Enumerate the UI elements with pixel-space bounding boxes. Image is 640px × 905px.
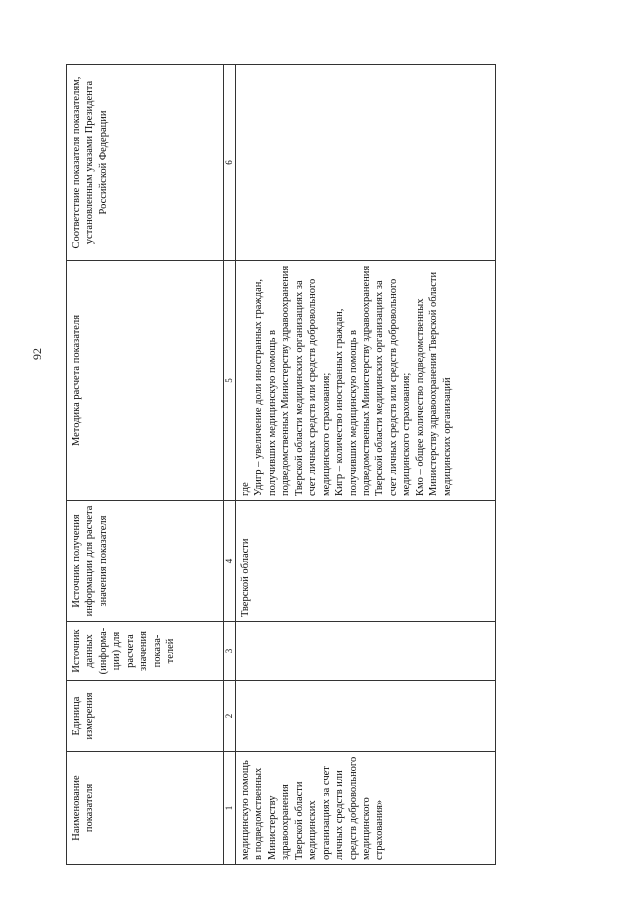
header-method: Методика расчета показателя — [67, 261, 224, 501]
header-name: Наименование показателя — [67, 752, 224, 865]
header-compliance: Соответствие показателя показателям, установленным указами Президента Российской Федерации — [67, 65, 224, 261]
page-number: 92 — [30, 348, 44, 360]
cell-method — [236, 261, 496, 501]
column-numbers-row — [224, 65, 236, 865]
rotated-page-content — [66, 65, 496, 865]
cell-info-source: Тверской области — [236, 501, 496, 622]
col-number-3: 3 — [224, 622, 236, 681]
col-number-2: 2 — [224, 681, 236, 752]
cell-unit — [236, 681, 496, 752]
method-line: Кмо – общее количество подведомственных Министерству здравоохранения Тверской области медицинских организаций — [414, 271, 453, 496]
table-header-row — [67, 65, 224, 865]
method-line: Удигр – увеличение доли иностранных граждан, получивших медицинскую помощь в подведомственных Министерству здравоохранения Тверской области медицинских организациях за счет личных средств или средств добровольного медицинского страхования; — [253, 265, 332, 496]
indicator-table — [66, 64, 496, 865]
col-number-6: 6 — [224, 65, 236, 261]
cell-compliance — [236, 65, 496, 261]
header-unit: Единица измерения — [67, 681, 224, 752]
col-number-4: 4 — [224, 501, 236, 622]
cell-name: медицинскую помощь в подведомственных Министерству здравоохранения Тверской области медицинских организациях за счет личных средств или средств добровольного медицинского страхования» — [236, 752, 496, 865]
col-number-1: 1 — [224, 752, 236, 865]
table-row — [236, 65, 496, 865]
header-data-source: Источник данных (информа-ции) для расчета значения показа-телей — [67, 622, 224, 681]
col-number-5: 5 — [224, 261, 236, 501]
method-line: Кигр – количество иностранных граждан, получивших медицинскую помощь в подведомственных Министерству здравоохранения Тверской области медицинских организациях за счет личных средств или средств добровольного медицинского страхования; — [334, 265, 413, 496]
method-line: где — [240, 482, 251, 496]
header-info-source: Источник получения информации для расчета значения показателя — [67, 501, 224, 622]
cell-data-source — [236, 622, 496, 681]
